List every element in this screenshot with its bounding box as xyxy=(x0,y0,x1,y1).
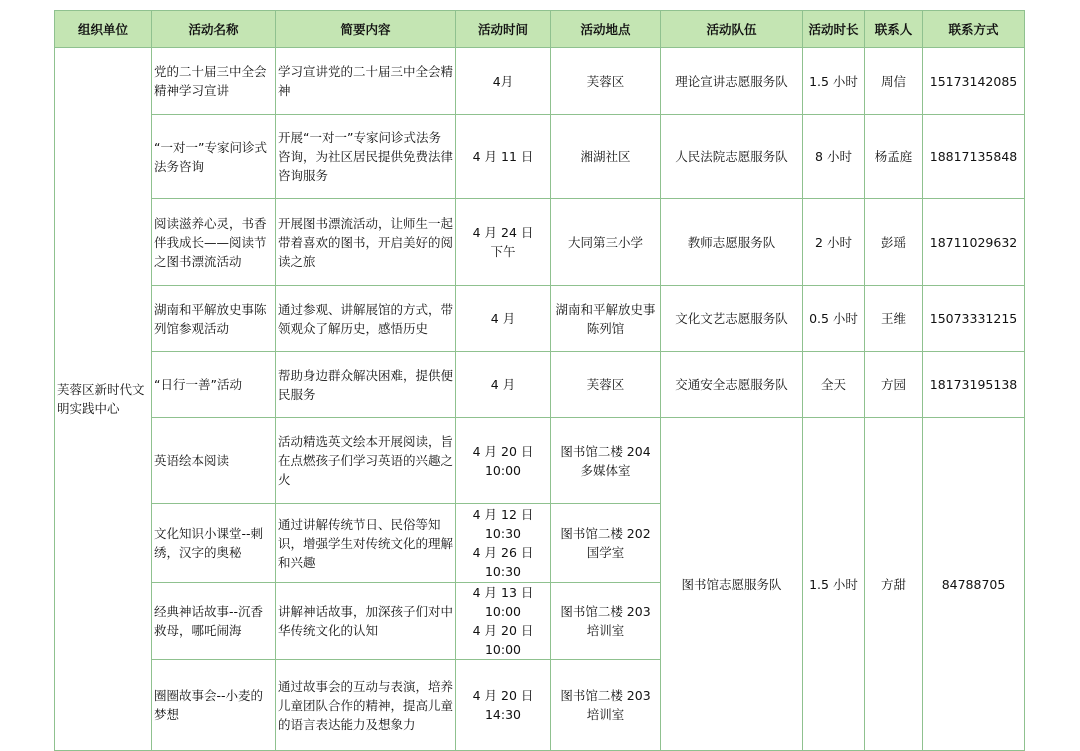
header-cell: 活动时长 xyxy=(803,11,865,48)
activity-content: 讲解神话故事，加深孩子们对中华传统文化的认知 xyxy=(276,583,456,660)
activity-team: 教师志愿服务队 xyxy=(661,199,803,286)
activity-time: 4 月 12 日 10:30 4 月 26 日 10:30 xyxy=(456,504,551,583)
header-row xyxy=(55,11,1025,48)
contact-phone: 18817135848 xyxy=(923,115,1025,199)
activity-name: 经典神话故事--沉香救母，哪吒闹海 xyxy=(152,583,276,660)
activity-time: 4 月 xyxy=(456,286,551,352)
activity-place: 芙蓉区 xyxy=(551,48,661,115)
activity-place: 湖南和平解放史事陈列馆 xyxy=(551,286,661,352)
header-cell: 活动队伍 xyxy=(661,11,803,48)
activity-time: 4 月 11 日 xyxy=(456,115,551,199)
activity-time: 4 月 xyxy=(456,352,551,418)
activity-duration: 全天 xyxy=(803,352,865,418)
contact-person: 方园 xyxy=(865,352,923,418)
activity-team: 文化文艺志愿服务队 xyxy=(661,286,803,352)
activity-content: 活动精选英文绘本开展阅读，旨在点燃孩子们学习英语的兴趣之火 xyxy=(276,418,456,504)
activity-name: 湖南和平解放史事陈列馆参观活动 xyxy=(152,286,276,352)
activity-time: 4 月 20 日 14:30 xyxy=(456,660,551,751)
activity-time: 4 月 13 日 10:00 4 月 20 日 10:00 xyxy=(456,583,551,660)
activity-name: 圈圈故事会--小麦的梦想 xyxy=(152,660,276,751)
activity-name: “日行一善”活动 xyxy=(152,352,276,418)
contact-person: 周信 xyxy=(865,48,923,115)
contact-phone: 15073331215 xyxy=(923,286,1025,352)
contact-person: 王维 xyxy=(865,286,923,352)
activity-place: 湘湖社区 xyxy=(551,115,661,199)
table-row xyxy=(55,352,1025,418)
activity-content: 开展“一对一”专家问诊式法务咨询，为社区居民提供免费法律咨询服务 xyxy=(276,115,456,199)
activity-team: 理论宣讲志愿服务队 xyxy=(661,48,803,115)
table-row xyxy=(55,115,1025,199)
library-phone: 84788705 xyxy=(923,418,1025,751)
table-row xyxy=(55,199,1025,286)
activity-place: 图书馆二楼 203 培训室 xyxy=(551,583,661,660)
activity-duration: 1.5 小时 xyxy=(803,48,865,115)
activity-name: 阅读滋养心灵，书香伴我成长——阅读节之图书漂流活动 xyxy=(152,199,276,286)
activity-name: 英语绘本阅读 xyxy=(152,418,276,504)
header-cell: 联系人 xyxy=(865,11,923,48)
activity-place: 图书馆二楼 202 国学室 xyxy=(551,504,661,583)
header-cell: 组织单位 xyxy=(55,11,152,48)
header-cell: 简要内容 xyxy=(276,11,456,48)
activity-place: 大同第三小学 xyxy=(551,199,661,286)
contact-person: 杨孟庭 xyxy=(865,115,923,199)
activity-content: 开展图书漂流活动，让师生一起带着喜欢的图书，开启美好的阅读之旅 xyxy=(276,199,456,286)
contact-phone: 18173195138 xyxy=(923,352,1025,418)
activity-time: 4 月 24 日 下午 xyxy=(456,199,551,286)
activity-place: 芙蓉区 xyxy=(551,352,661,418)
activity-name: 党的二十届三中全会精神学习宣讲 xyxy=(152,48,276,115)
activity-content: 通过讲解传统节日、民俗等知识，增强学生对传统文化的理解和兴趣 xyxy=(276,504,456,583)
activity-team: 交通安全志愿服务队 xyxy=(661,352,803,418)
contact-phone: 15173142085 xyxy=(923,48,1025,115)
table-row xyxy=(55,286,1025,352)
contact-phone: 18711029632 xyxy=(923,199,1025,286)
library-team: 图书馆志愿服务队 xyxy=(661,418,803,751)
activity-content: 通过参观、讲解展馆的方式，带领观众了解历史，感悟历史 xyxy=(276,286,456,352)
activity-time: 4月 xyxy=(456,48,551,115)
activity-table xyxy=(54,10,1025,751)
header-cell: 活动名称 xyxy=(152,11,276,48)
activity-duration: 0.5 小时 xyxy=(803,286,865,352)
activity-name: “一对一”专家问诊式法务咨询 xyxy=(152,115,276,199)
activity-content: 帮助身边群众解决困难，提供便民服务 xyxy=(276,352,456,418)
table-row xyxy=(55,48,1025,115)
header-cell: 活动地点 xyxy=(551,11,661,48)
activity-content: 通过故事会的互动与表演，培养儿童团队合作的精神，提高儿童的语言表达能力及想象力 xyxy=(276,660,456,751)
library-contact: 方甜 xyxy=(865,418,923,751)
header-cell: 联系方式 xyxy=(923,11,1025,48)
activity-place: 图书馆二楼 204 多媒体室 xyxy=(551,418,661,504)
contact-person: 彭瑶 xyxy=(865,199,923,286)
activity-name: 文化知识小课堂--刺绣，汉字的奥秘 xyxy=(152,504,276,583)
library-duration: 1.5 小时 xyxy=(803,418,865,751)
header-cell: 活动时间 xyxy=(456,11,551,48)
activity-duration: 2 小时 xyxy=(803,199,865,286)
activity-team: 人民法院志愿服务队 xyxy=(661,115,803,199)
activity-duration: 8 小时 xyxy=(803,115,865,199)
activity-time: 4 月 20 日 10:00 xyxy=(456,418,551,504)
table-row xyxy=(55,418,1025,504)
activity-place: 图书馆二楼 203 培训室 xyxy=(551,660,661,751)
activity-content: 学习宣讲党的二十届三中全会精神 xyxy=(276,48,456,115)
organizer-cell: 芙蓉区新时代文明实践中心 xyxy=(55,48,152,751)
